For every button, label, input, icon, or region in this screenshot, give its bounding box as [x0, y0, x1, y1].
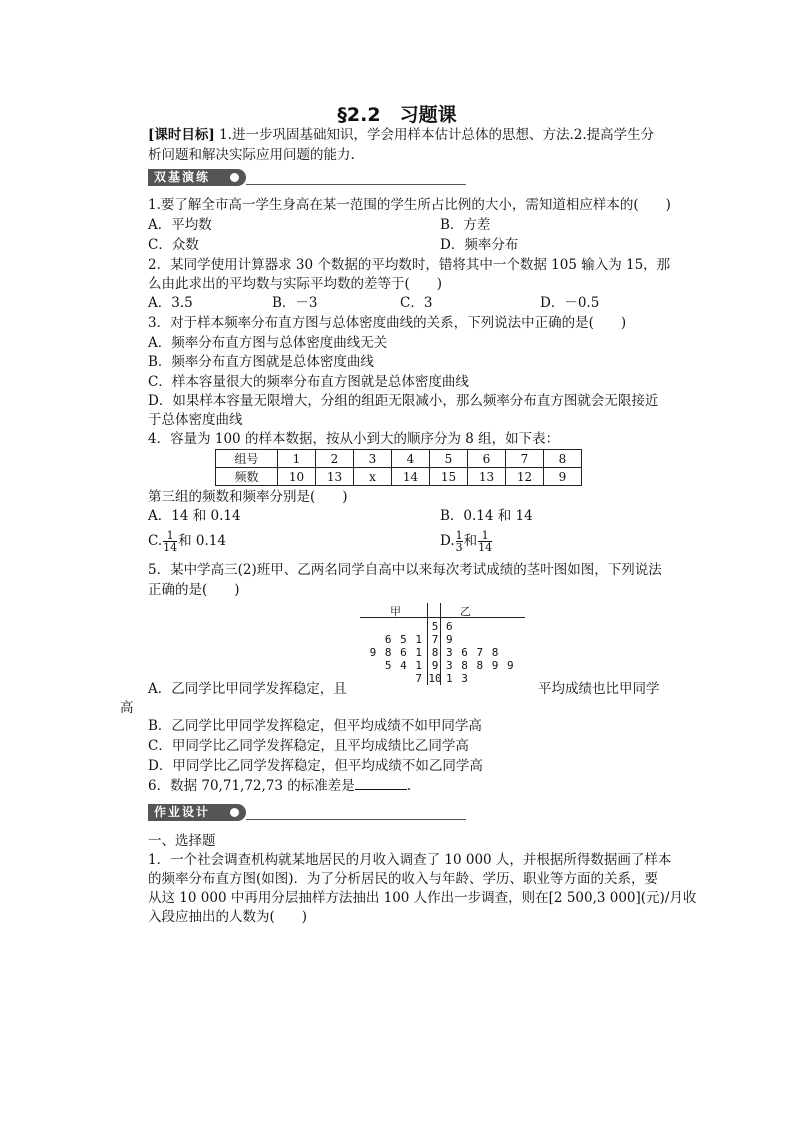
table-row [216, 450, 582, 468]
section-tag: 双基演练 [148, 169, 246, 186]
plot-left-label: 甲 [390, 605, 401, 618]
table-cell: 5 [430, 450, 468, 468]
fraction [456, 530, 463, 553]
q2-option-d: D．－0.5 [540, 295, 600, 311]
q5-option-b: B．乙同学比甲同学发挥稳定，但平均成绩不如甲同学高 [148, 718, 482, 734]
q5-option-a-tail: 高 [120, 700, 134, 716]
hw-q1-line-1: 1．一个社会调查机构就某地居民的月收入调查了 10 000 人，并根据所得数据画了样本 [148, 852, 672, 868]
table-cell: 14 [392, 468, 430, 486]
plot-stem: 7 [431, 633, 439, 646]
q4-option-c [148, 528, 226, 554]
plot-right-leaves: 6 [446, 620, 453, 633]
section-dot-icon [230, 173, 239, 182]
q6-end: . [406, 778, 412, 794]
section-header-homework [148, 804, 466, 821]
table-cell: 13 [316, 468, 354, 486]
section-rule [246, 819, 466, 820]
hw-q1-line-4: 入段应抽出的人数为( ) [148, 909, 308, 925]
fraction [478, 530, 492, 553]
table-cell: 13 [468, 468, 506, 486]
table-cell: 1 [278, 450, 316, 468]
plot-left-leaves: 7 [415, 672, 422, 685]
q1-option-c: C．众数 [148, 237, 199, 253]
fraction-denominator: 3 [455, 541, 463, 554]
plot-right-label: 乙 [460, 605, 471, 618]
q4-option-b: B．0.14 和 14 [440, 508, 533, 524]
plot-stem: 5 [431, 620, 439, 633]
objective-line-1 [148, 126, 654, 144]
table-cell: 7 [506, 450, 544, 468]
q5-option-d: D．甲同学比乙同学发挥稳定，但平均成绩不如乙同学高 [148, 758, 483, 774]
q3-option-b: B．频率分布直方图就是总体密度曲线 [148, 354, 374, 370]
table-cell: 3 [354, 450, 392, 468]
table-cell: 频数 [216, 468, 278, 486]
q3-option-d-line-2: 于总体密度曲线 [148, 412, 243, 428]
section-dot-icon [230, 808, 239, 817]
section-tag: 作业设计 [148, 804, 246, 821]
q5-line-2: 正确的是( ) [148, 582, 240, 598]
plot-stem: 10 [428, 672, 442, 685]
q4-c-suffix: 和 0.14 [178, 533, 226, 549]
table-cell: 8 [544, 450, 582, 468]
hw-q1-line-2: 的频率分布直方图(如图)．为了分析居民的收入与年龄、学历、职业等方面的关系，要 [148, 871, 659, 887]
q2-line-1: 2．某同学使用计算器求 30 个数据的平均数时，错将其中一个数据 105 输入为 15，那 [148, 257, 671, 273]
objective-label: [课时目标] [148, 127, 215, 143]
plot-stem: 8 [431, 646, 439, 659]
table-cell: 9 [544, 468, 582, 486]
q2-option-c: C．3 [400, 295, 433, 311]
table-cell: 15 [430, 468, 468, 486]
q5-option-a-part-1: A．乙同学比甲同学发挥稳定，且 [148, 681, 347, 697]
q5-option-c: C．甲同学比乙同学发挥稳定，且平均成绩比乙同学高 [148, 738, 469, 754]
answer-blank[interactable] [355, 777, 407, 790]
q1-option-d: D．频率分布 [440, 237, 519, 253]
q5-line-1: 5．某中学高三(2)班甲、乙两名同学自高中以来每次考试成绩的茎叶图如图，下列说法 [148, 562, 662, 578]
stem-leaf-plot [360, 603, 530, 685]
q3-option-d-line-1: D．如果样本容量无限增大，分组的组距无限减小，那么频率分布直方图就会无限接近 [148, 393, 659, 409]
objective-line-2: 析问题和解决实际应用问题的能力. [148, 147, 355, 163]
q1-option-a: A．平均数 [148, 217, 212, 233]
fraction-numerator: 1 [478, 530, 492, 542]
q1-option-b: B．方差 [440, 217, 491, 233]
table-cell: 4 [392, 450, 430, 468]
plot-stem: 9 [431, 659, 439, 672]
q4-option-a: A．14 和 0.14 [148, 508, 241, 524]
table-cell: 12 [506, 468, 544, 486]
q2-option-b: B．－3 [272, 295, 318, 311]
q4-c-prefix: C. [148, 533, 163, 549]
plot-right-leaves: 9 [446, 633, 453, 646]
q3-option-c: C．样本容量很大的频率分布直方图就是总体密度曲线 [148, 374, 469, 390]
hw-heading: 一、选择题 [148, 833, 216, 849]
plot-header-rule [360, 617, 525, 618]
table-cell: x [354, 468, 392, 486]
table-cell: 6 [468, 450, 506, 468]
fraction [163, 530, 177, 553]
plot-left-leaves: 9 8 6 1 [369, 646, 422, 659]
section-header-basic [148, 169, 466, 186]
section-rule [246, 184, 466, 185]
q4-d-mid: 和 [463, 533, 478, 549]
q5-option-a-part-2: 平均成绩也比甲同学 [538, 681, 660, 697]
table-cell: 10 [278, 468, 316, 486]
q2-line-2: 么由此求出的平均数与实际平均数的差等于( ) [148, 276, 443, 292]
fraction-numerator: 1 [163, 530, 177, 542]
fraction-numerator: 1 [455, 529, 463, 542]
plot-right-leaves: 1 3 [446, 672, 468, 685]
objective-text-1: 1.进一步巩固基础知识，学会用样本估计总体的思想、方法.2.提高学生分 [219, 127, 655, 143]
hw-q1-line-3: 从这 10 000 中再用分层抽样方法抽出 100 人作出一步调查，则在[2 500,3 000](元)/月收 [148, 890, 697, 906]
q6-text: 6．数据 70,71,72,73 的标准差是 [148, 778, 355, 794]
frequency-table [215, 449, 582, 486]
plot-left-leaves: 5 4 1 [384, 659, 422, 672]
q4-question: 第三组的频数和频率分别是( ) [148, 489, 348, 505]
table-cell: 组号 [216, 450, 278, 468]
q4-option-d [440, 528, 493, 554]
fraction-denominator: 14 [163, 541, 178, 554]
q1-stem: 1.要了解全市高一学生身高在某一范围的学生所占比例的大小，需知道相应样本的( ) [148, 197, 671, 213]
fraction-denominator: 14 [478, 541, 493, 554]
q2-option-a: A．3.5 [148, 295, 193, 311]
table-cell: 2 [316, 450, 354, 468]
page-title: §2.2 习题课 [337, 104, 457, 126]
q3-option-a: A．频率分布直方图与总体密度曲线无关 [148, 335, 388, 351]
plot-left-leaves: 6 5 1 [384, 633, 422, 646]
plot-right-leaves: 3 8 8 9 9 [446, 659, 514, 672]
q4-stem: 4．容量为 100 的样本数据，按从小到大的顺序分为 8 组，如下表： [148, 431, 560, 447]
q3-stem: 3．对于样本频率分布直方图与总体密度曲线的关系，下列说法中正确的是( ) [148, 315, 627, 331]
q6-stem [148, 777, 411, 795]
q4-d-prefix: D. [440, 533, 455, 549]
plot-right-leaves: 3 6 7 8 [446, 646, 499, 659]
table-row [216, 468, 582, 486]
